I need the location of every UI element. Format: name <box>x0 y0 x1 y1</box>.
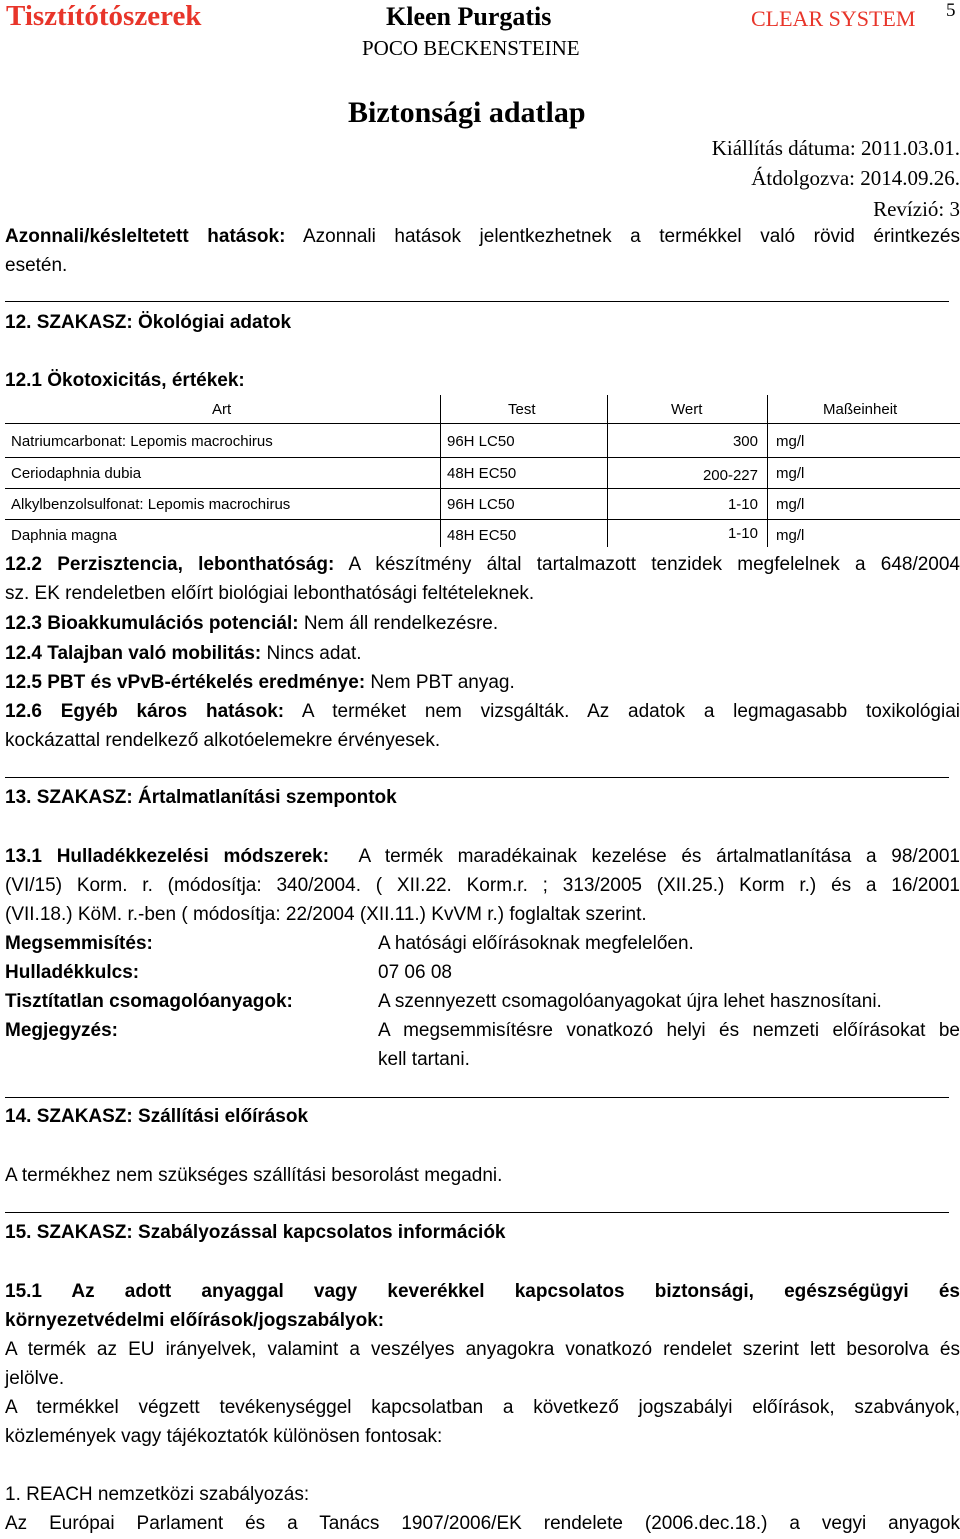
table-cell-test: 96H LC50 <box>447 496 515 513</box>
section-15-para-a2: jelölve. <box>5 1368 65 1389</box>
section-12-4: 12.4 Talajban való mobilitás: Nincs adat. <box>5 643 362 664</box>
section-divider <box>5 1212 949 1213</box>
section-divider <box>5 301 949 302</box>
brand-title: Kleen Purgatis <box>386 2 552 31</box>
page-number: 5 <box>946 0 956 21</box>
section-15-reach: 1. REACH nemzetközi szabályozás: <box>5 1484 310 1505</box>
table-cell-species: Alkylbenzolsulfonat: Lepomis macrochirus <box>11 496 291 513</box>
table-divider <box>607 395 608 547</box>
table-cell-unit: mg/l <box>776 465 805 482</box>
disposal-label: Megsemmisítés: <box>5 933 153 954</box>
table-divider <box>5 488 960 489</box>
table-header-unit: Maßeinheit <box>823 401 898 418</box>
disposal-value: A hatósági előírásoknak megfelelően. <box>378 933 694 954</box>
brand-logo-left: Tisztítótószerek <box>6 0 202 32</box>
section-12-2-line2: sz. EK rendeletben előírt biológiai lebonthatósági feltételeknek. <box>5 583 535 604</box>
brand-subtitle: POCO BECKENSTEINE <box>362 36 580 60</box>
table-cell-value: 1-10 <box>727 496 758 513</box>
effects-text: Azonnali hatások jelentkezhetnek a termékkel való rövid érintkezés <box>285 226 960 247</box>
table-divider <box>5 423 960 424</box>
table-divider <box>5 519 960 520</box>
section-12-heading: 12. SZAKASZ: Ökológiai adatok <box>5 312 292 333</box>
section-15-para-b1: A termékkel végzett tevékenységgel kapcsolatban a következő jogszabályi előírások, szabványok, <box>5 1397 960 1418</box>
table-header-art: Art <box>212 401 232 418</box>
section-12-6-line1: 12.6 Egyéb káros hatások: A terméket nem vizsgálták. Az adatok a legmagasabb toxikológiai <box>5 701 960 722</box>
section-13-1-line3: (VII.18.) KöM. r.-ben ( módosítja: 22/2004 (XII.11.) KvVM r.) foglaltak szerint. <box>5 904 647 925</box>
revision-number: Revízió: 3 <box>873 197 960 221</box>
section-13-1-line2: (VI/15) Korm. r. (módosítja: 340/2004. ( XII.22. Korm.r. ; 313/2005 (XII.25.) Korm r.) és a 16/2001 <box>5 875 960 896</box>
section-divider <box>5 1097 949 1098</box>
table-divider <box>767 395 768 547</box>
note-value-cont: kell tartani. <box>378 1049 470 1070</box>
section-15-1-line1: 15.1 Az adott anyaggal vagy keverékkel kapcsolatos biztonsági, egészségügyi és <box>5 1281 960 1302</box>
table-header-test: Test <box>508 401 536 418</box>
table-cell-species: Daphnia magna <box>11 527 117 544</box>
section-12-1-heading: 12.1 Ökotoxicitás, értékek: <box>5 370 245 391</box>
note-value: A megsemmisítésre vonatkozó helyi és nemzeti előírásokat be <box>378 1020 960 1041</box>
issue-date: Kiállítás dátuma: 2011.03.01. <box>711 136 960 160</box>
table-cell-value: 1-10 <box>727 525 758 542</box>
table-cell-test: 96H LC50 <box>447 433 515 450</box>
effects-label: Azonnali/késleltetett hatások: <box>5 226 286 247</box>
table-divider <box>5 457 960 458</box>
effects-paragraph-line1 <box>5 222 960 251</box>
section-15-regulation: Az Európai Parlament és a Tanács 1907/2006/EK rendelete (2006.dec.18.) a vegyi anyagok <box>5 1513 960 1534</box>
section-12-5: 12.5 PBT és vPvB-értékelés eredménye: Nem PBT anyag. <box>5 672 515 693</box>
table-cell-unit: mg/l <box>776 496 805 513</box>
section-13-1-line1: 13.1 Hulladékkezelési módszerek: A termék maradékainak kezelése és ártalmatlanítása a 98/2001 <box>5 846 960 867</box>
section-14-text: A termékhez nem szükséges szállítási besorolást megadni. <box>5 1165 503 1186</box>
section-15-1-line2: környezetvédelmi előírások/jogszabályok: <box>5 1310 385 1331</box>
section-15-heading: 15. SZAKASZ: Szabályozással kapcsolatos információk <box>5 1222 506 1243</box>
table-divider <box>440 395 441 547</box>
brand-logo-right: CLEAR SYSTEM <box>751 6 916 31</box>
ecotoxicity-table <box>5 395 960 547</box>
table-cell-test: 48H EC50 <box>447 527 517 544</box>
note-label: Megjegyzés: <box>5 1020 118 1041</box>
table-cell-species: Natriumcarbonat: Lepomis macrochirus <box>11 433 273 450</box>
table-cell-value: 200-227 <box>702 467 758 484</box>
table-header-wert: Wert <box>671 401 703 418</box>
section-14-heading: 14. SZAKASZ: Szállítási előírások <box>5 1106 309 1127</box>
section-15-para-a1: A termék az EU irányelvek, valamint a veszélyes anyagokra vonatkozó rendelet szerint lett besorolva és <box>5 1339 960 1360</box>
packaging-label: Tisztítatlan csomagolóanyagok: <box>5 991 293 1012</box>
section-12-3: 12.3 Bioakkumulációs potenciál: Nem áll rendelkezésre. <box>5 613 499 634</box>
section-15-para-b2: közlemények vagy tájékoztatók különösen fontosak: <box>5 1426 443 1447</box>
section-divider <box>5 777 949 778</box>
document-title: Biztonsági adatlap <box>348 96 586 129</box>
packaging-value: A szennyezett csomagolóanyagokat újra lehet hasznosítani. <box>378 991 882 1012</box>
table-cell-value: 300 <box>732 433 758 450</box>
revised-date: Átdolgozva: 2014.09.26. <box>751 166 960 190</box>
table-cell-unit: mg/l <box>776 433 805 450</box>
table-cell-test: 48H EC50 <box>447 465 517 482</box>
waste-code-value: 07 06 08 <box>378 962 452 983</box>
table-cell-species: Ceriodaphnia dubia <box>11 465 142 482</box>
waste-code-label: Hulladékkulcs: <box>5 962 140 983</box>
effects-paragraph-line2: esetén. <box>5 255 68 276</box>
section-12-6-line2: kockázattal rendelkező alkotóelemekre érvényesek. <box>5 730 441 751</box>
table-cell-unit: mg/l <box>776 527 805 544</box>
section-12-2-line1: 12.2 Perzisztencia, lebonthatóság: A készítmény által tartalmazott tenzidek megfelelnek a 648/2004 <box>5 554 960 575</box>
section-13-heading: 13. SZAKASZ: Ártalmatlanítási szempontok <box>5 787 397 808</box>
